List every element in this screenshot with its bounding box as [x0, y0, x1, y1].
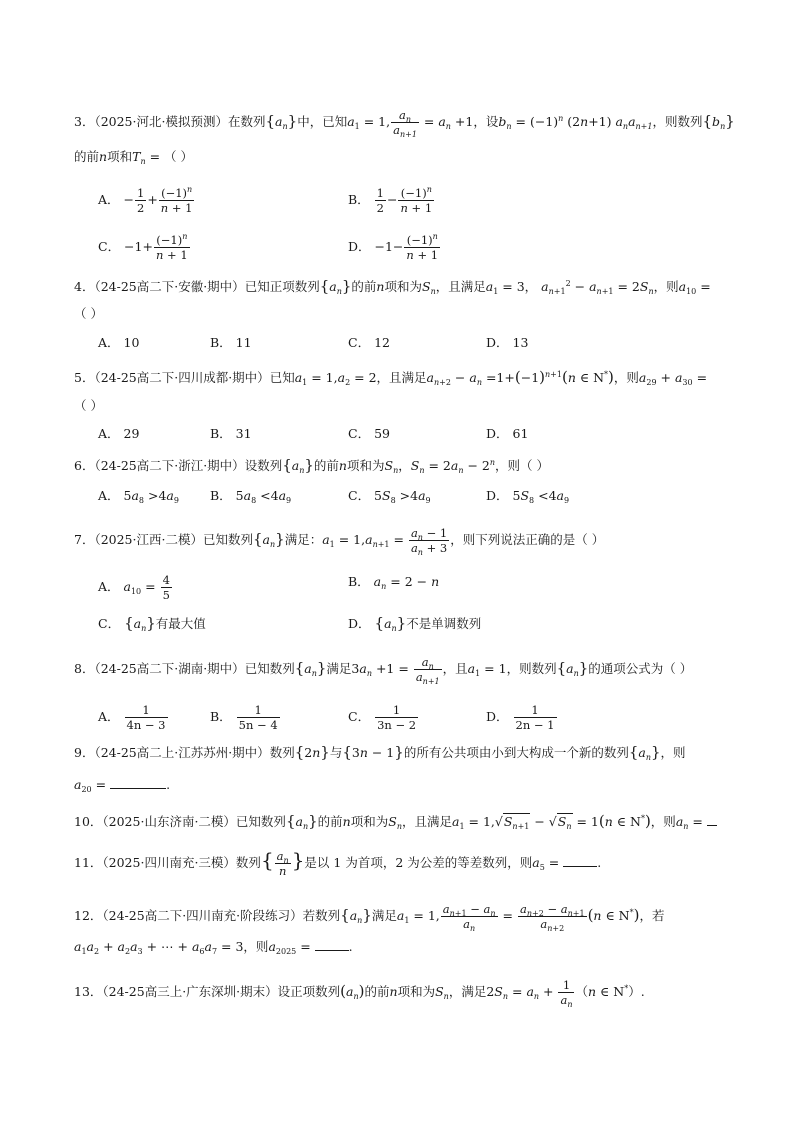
q8-option-c[interactable]: C． $\frac{1}{3n - 2}$ — [348, 703, 417, 732]
q13-number: 13． — [74, 984, 103, 999]
q13-text: ）. — [628, 984, 645, 999]
q3-number: 3． — [74, 114, 95, 129]
q13-source: （24-25高三上·广东深圳·期末） — [102, 984, 278, 999]
q3-option-d[interactable]: D． −1− $\frac{(-1)^n}{n + 1}$ — [348, 232, 439, 262]
q12-text: ，则 — [243, 939, 269, 954]
q8-text: 满足 — [326, 661, 352, 676]
option-label: D． — [348, 616, 371, 631]
option-label: D． — [486, 488, 509, 503]
q9-text: 数列 — [269, 745, 295, 760]
q7-text: 满足： — [284, 532, 323, 547]
q13-text: （ — [575, 984, 588, 999]
q13-text: 设正项数列 — [277, 984, 341, 999]
q12-text: ，若 — [639, 908, 665, 923]
option-label: D． — [348, 239, 371, 254]
option-value: 29 — [123, 426, 140, 441]
option-value: 11 — [235, 335, 252, 350]
q12-number: 12． — [74, 908, 103, 923]
q5-source: （24-25高二下·四川成都·期中） — [94, 370, 270, 385]
question-12-line2: $a_1a_2 + a_2a_3$ + ⋯ + $a_6a_7 = 3$，则$a_{2025}$ = . — [74, 939, 353, 956]
q6-text: ， — [398, 458, 411, 473]
q12-source: （24-25高二下·四川南充·阶段练习） — [102, 908, 303, 923]
question-13: 13．（24-25高三上·广东深圳·期末）设正项数列$(a_n)$的前n项和为$S_n$，满足$2S_n = a_n$ + $\frac{1}{a_n}$ （n ∈ N*）. — [74, 978, 645, 1009]
question-7: 7．（2025·江西·二模）已知数列$\{a_n\}$满足：$a_1 = 1,a_{n+1}$ = $\frac{a_n - 1}{a_n + 3}$ ，则下列说法正确的是（ ） — [74, 526, 605, 557]
option-text: 有最大值 — [155, 616, 206, 631]
option-denominator: 5n − 4 — [238, 718, 278, 732]
q8-option-b[interactable]: B． $\frac{1}{5n - 4}$ — [210, 703, 278, 732]
option-label: A． — [98, 579, 120, 594]
q12-text: 满足 — [371, 908, 397, 923]
option-label: A． — [98, 426, 120, 441]
q11-answer-blank[interactable] — [563, 866, 597, 867]
q12-answer-blank[interactable] — [315, 950, 349, 951]
q3-text: ，设 — [473, 114, 499, 129]
q4-text: 的前 — [351, 279, 377, 294]
q4-text: ， — [524, 279, 538, 294]
option-label: A． — [98, 488, 120, 503]
q7-option-a[interactable]: A． $a_{10}$ = $\frac{4}{5}$ — [98, 573, 170, 602]
q6-source: （24-25高二下·浙江·期中） — [94, 458, 245, 473]
q4-text: ，则 — [653, 279, 679, 294]
question-8: 8．（24-25高二下·湖南·期中）已知数列$\{a_n\}$满足$3a_n +1$ = $\frac{a_n}{a_{n+1}}$ ，且$a_1 = 1$，则数列$\{a_n\}$的通项公式为（ ） — [74, 655, 693, 686]
q4-text: 已知正项数列 — [244, 279, 320, 294]
question-3: 3．（2025·河北·模拟预测）在数列$\{a_n\}$中，已知$a_1 = 1$, $\frac{a_n}{a_{n+1}}$ = $a_n +1$，设$b_n = (-1)^n$ (2n+1) $a_na_{n+1}$，则数列$\{b_n\}$ — [74, 108, 735, 139]
q5-option-b[interactable] — [210, 425, 252, 443]
q3-option-b[interactable]: B． $\frac{1}{2}$ − $\frac{(-1)^n}{n + 1}$ — [348, 185, 433, 215]
q10-text: 的前 — [317, 814, 343, 829]
q4-ask: （ ） — [74, 306, 103, 321]
q3-text: ，则数列 — [652, 114, 703, 129]
q13-text: 项和为 — [397, 984, 436, 999]
q3-option-c[interactable]: C． −1+ $\frac{(-1)^n}{n + 1}$ — [98, 232, 188, 262]
q7-option-d[interactable]: D． $\{a_n\}$不是单调数列 — [348, 614, 482, 633]
q3-ask: （ ） — [164, 149, 193, 164]
option-value: 10 — [123, 335, 140, 350]
q11-text: 是以 1 为首项，2 为公差的等差数列，则 — [304, 855, 533, 870]
q4-option-c[interactable] — [348, 334, 390, 352]
q9-text: 与 — [329, 745, 343, 760]
q5-text: ，且满足 — [376, 370, 427, 385]
option-label: B． — [210, 426, 232, 441]
q4-source: （24-25高二下·安徽·期中） — [94, 279, 245, 294]
option-label: A． — [98, 192, 120, 207]
q6-option-c[interactable]: C． $5S_8 >4a_9$ — [348, 488, 431, 505]
q7-option-c[interactable]: C． $\{a_n\}$有最大值 — [98, 614, 206, 633]
q4-text: ，且满足 — [435, 279, 486, 294]
q4-option-a[interactable] — [98, 334, 139, 352]
option-label: C． — [348, 709, 371, 724]
q7-text: ，则下列说法正确的是（ ） — [450, 532, 605, 547]
option-label: D． — [486, 709, 509, 724]
question-4: 4．（24-25高二下·安徽·期中）已知正项数列$\{a_n\}$的前n项和为$S_n$，且满足$a_1 = 3$， $a_{n+1}^2 - a_{n+1} = 2S_n$，则$a_{10}$ = — [74, 277, 711, 296]
option-value: 61 — [512, 426, 529, 441]
q7-text: 已知数列 — [202, 532, 253, 547]
q8-number: 8． — [74, 661, 95, 676]
option-label: B． — [210, 335, 232, 350]
question-12: 12．（24-25高二下·四川南充·阶段练习）若数列$\{a_n\}$满足$a_1 = 1$, $\frac{a_{n+1} - a_n}{a_n}$ = $\frac{a_{n+2} - a_{n+1}}{a_{n+2}}$ (n ∈ N*)，若 — [74, 902, 665, 933]
q6-option-b[interactable]: B． $5a_8 <4a_9$ — [210, 488, 292, 505]
q7-number: 7． — [74, 532, 95, 547]
q8-text: 的通项公式为（ ） — [588, 661, 693, 676]
q6-option-d[interactable]: D． $5S_8 <4a_9$ — [486, 488, 570, 505]
q8-text: ，则数列 — [506, 661, 557, 676]
q10-text: 项和为 — [350, 814, 389, 829]
option-denominator: 4n − 3 — [126, 718, 166, 732]
option-label: A． — [98, 709, 120, 724]
option-value: 12 — [374, 335, 390, 350]
option-label: C． — [98, 616, 121, 631]
q13-text: 的前 — [364, 984, 390, 999]
q3-text: 在数列 — [227, 114, 266, 129]
question-11: 11．（2025·四川南充·三模）数列{ $\frac{a_n}{n}$ }是以 1 为首项，2 为公差的等差数列，则$a_5$ = . — [74, 848, 602, 878]
q3-text: 的前 — [74, 149, 100, 164]
q9-text: 的所有公共项由小到大构成一个新的数列 — [403, 745, 629, 760]
q4-text: 项和为 — [384, 279, 422, 294]
option-label: A． — [98, 335, 120, 350]
q5-text: ，则 — [613, 370, 639, 385]
option-text: 不是单调数列 — [406, 616, 482, 631]
option-value: 31 — [235, 426, 252, 441]
q10-answer-blank[interactable] — [707, 825, 717, 826]
option-denominator: 3n − 2 — [377, 718, 417, 732]
q4-option-b[interactable] — [210, 334, 252, 352]
option-denominator: 2n − 1 — [515, 718, 555, 732]
q13-text: ，满足 — [448, 984, 487, 999]
q10-number: 10． — [74, 814, 103, 829]
option-label: B． — [348, 192, 370, 207]
question-6: 6．（24-25高二下·浙江·期中）设数列$\{a_n\}$的前n项和为$S_n$，$S_n = 2a_n - 2^n$，则（ ） — [74, 456, 549, 475]
q10-text: ，则 — [650, 814, 676, 829]
q8-source: （24-25高二下·湖南·期中） — [94, 661, 245, 676]
q7-option-b[interactable]: B． $a_n = 2 - n$ — [348, 574, 440, 591]
q5-ask: （ ） — [74, 398, 103, 413]
q5-option-a[interactable] — [98, 425, 139, 443]
q3-text: 项和 — [107, 149, 133, 164]
option-label: C． — [348, 488, 371, 503]
option-label: D． — [486, 426, 509, 441]
q8-text: ，且 — [442, 661, 468, 676]
q11-number: 11． — [74, 855, 103, 870]
q4-number: 4． — [74, 279, 95, 294]
q9-text: ，则 — [660, 745, 686, 760]
option-label: C． — [348, 426, 371, 441]
q11-text: 数列 — [235, 855, 261, 870]
q5-option-c[interactable] — [348, 425, 390, 443]
q6-option-a[interactable]: A． $5a_8 >4a_9$ — [98, 488, 179, 505]
question-5: 5．（24-25高二下·四川成都·期中）已知$a_1 = 1,a_2 = 2$，且满足$a_{n+2} - a_n =1+(-1)^{n+1}(n$ ∈ N*)，则$a_{29} + a_{30}$ = — [74, 368, 708, 387]
q6-text: 的前 — [313, 458, 339, 473]
q3-option-a[interactable]: A． − $\frac{1}{2}$ + $\frac{(-1)^n}{n + 1}$ — [98, 185, 193, 215]
q4-option-d[interactable] — [486, 334, 528, 352]
q5-text: 已知 — [269, 370, 295, 385]
q10-text: ，且满足 — [401, 814, 452, 829]
q8-option-d[interactable]: D． $\frac{1}{2n - 1}$ — [486, 703, 555, 732]
q8-option-a[interactable]: A． $\frac{1}{4n - 3}$ — [98, 703, 166, 732]
q6-number: 6． — [74, 458, 95, 473]
q9-number: 9． — [74, 745, 95, 760]
q3-text: 中，已知 — [297, 114, 348, 129]
option-label: D． — [486, 335, 509, 350]
option-label: C． — [98, 239, 121, 254]
option-value: 59 — [374, 426, 390, 441]
option-label: B． — [210, 488, 232, 503]
q6-text: 设数列 — [244, 458, 283, 473]
option-label: B． — [210, 709, 232, 724]
q9-answer-blank[interactable] — [110, 788, 166, 789]
question-3-line2: 的前n项和$T_n$ = （ ） — [74, 149, 193, 166]
option-value: 13 — [512, 335, 529, 350]
question-9: 9．（24-25高二上·江苏苏州·期中）数列{2n}与{3n − 1}的所有公共项由小到大构成一个新的数列$\{a_n\}$，则 — [74, 743, 686, 762]
q5-option-d[interactable] — [486, 425, 528, 443]
question-9-line2: $a_{20}$ = . — [74, 777, 171, 794]
q12-text: 若数列 — [302, 908, 341, 923]
q6-text: ，则（ ） — [495, 458, 549, 473]
q7-source: （2025·江西·二模） — [94, 532, 203, 547]
q6-text: 项和为 — [346, 458, 385, 473]
q8-text: 已知数列 — [244, 661, 295, 676]
option-label: B． — [348, 574, 370, 589]
q3-source: （2025·河北·模拟预测） — [94, 114, 228, 129]
q5-number: 5． — [74, 370, 95, 385]
option-label: C． — [348, 335, 371, 350]
q9-source: （24-25高二上·江苏苏州·期中） — [94, 745, 270, 760]
q11-source: （2025·四川南充·三模） — [102, 855, 236, 870]
question-10: 10．（2025·山东济南·二模）已知数列$\{a_n\}$的前n项和为$S_n$，且满足$a_1 = 1,√S_{n+1} - √S_n = 1(n$ ∈ N*)，则$a_n$ = — [74, 812, 717, 831]
q10-source: （2025·山东济南·二模） — [102, 814, 236, 829]
q10-text: 已知数列 — [235, 814, 286, 829]
